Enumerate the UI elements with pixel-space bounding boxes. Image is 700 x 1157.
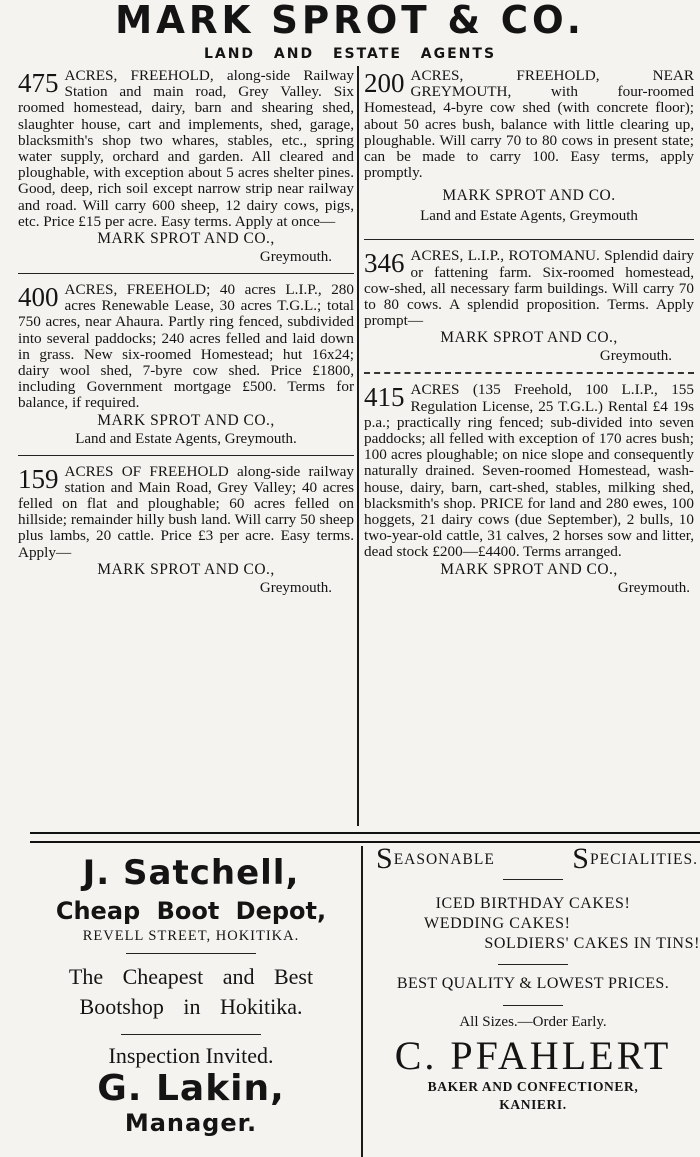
bottom-column-divider xyxy=(361,846,363,1157)
baker-town: KANIERI. xyxy=(499,1097,567,1112)
divider xyxy=(364,239,694,240)
listing-415 xyxy=(364,382,694,596)
product-line: ICED BIRTHDAY CAKES! xyxy=(435,895,631,912)
divider xyxy=(126,953,256,954)
agent-place: Greymouth. xyxy=(617,579,690,596)
listing-346 xyxy=(364,248,694,365)
product-line: WEDDING CAKES! xyxy=(424,915,571,932)
listing-text: ACRES (135 Freehold, 100 L.I.P., 155 Regulation License, 25 T.G.L.) Rental £4 19s p.a.; practically ring fenced; sub-divided into seven paddocks; all felled with exception of 170 acres bush; 100 acres ploughable; on nice slope and consequently naturally drained. Seven-roomed Homestead, wash-house, dairy, barn, cart-shed, stables, milking shed, blacksmith's shop. PRICE for land and 280 ewes, 100 hoggets, 21 dairy cows (due September), 2 bulls, 10 two-year-old cattle, 31 calves, 2 horses sow and litter, dead stock £200—£4400. Terms arranged. xyxy=(364,381,694,561)
shop-owner: J. Satchell, xyxy=(82,853,300,893)
column-divider xyxy=(357,66,359,826)
section-double-rule xyxy=(30,832,700,843)
agent-signature: MARK SPROT AND CO., xyxy=(97,560,275,578)
agent-place: Greymouth. xyxy=(259,579,332,596)
agent-place: Greymouth. xyxy=(599,348,672,365)
agent-place: Greymouth. xyxy=(259,249,332,266)
listing-400 xyxy=(18,282,354,448)
manager-title: Manager. xyxy=(124,1109,258,1137)
listing-number: 200 xyxy=(364,68,405,98)
right-column xyxy=(364,68,694,597)
listing-number: 415 xyxy=(364,382,405,413)
agent-signature: MARK SPROT AND CO., xyxy=(97,411,275,429)
listing-text: ACRES, FREEHOLD, NEAR GREYMOUTH, with four-roomed Homestead, 4-byre cow shed (with concrete floor); about 50 acres bush, balance with little clearing up, ploughable. Will carry 70 to 80 cows in present state; can be made to carry 100. Easy terms, apply promptly. xyxy=(364,67,694,182)
listing-text: ACRES, FREEHOLD, along-side Railway Station and main road, Grey Valley. Six roomed homestead, dairy, barn and shearing shed, slaughter house, cart and implements, shed, garage, blacksmith's shop two whares, stables, etc., spring water supply, orchard and garden. All cleared and ploughable, with exception about 5 acres shelter pines. Good, deep, rich soil except narrow strip near railway and road. Will carry 600 sheep, 12 dairy cows, pigs, etc. Price £15 per acre. Easy terms. Apply at once— xyxy=(18,67,354,230)
agent-signature: MARK SPROT AND CO., xyxy=(97,230,275,248)
listing-475 xyxy=(18,68,354,266)
pfahlert-advert xyxy=(366,842,700,1113)
agent-place: Land and Estate Agents, Greymouth. xyxy=(75,430,297,447)
listing-159 xyxy=(18,464,354,597)
baker-name: C. PFAHLERT xyxy=(394,1033,672,1078)
baker-trade: BAKER AND CONFECTIONER, xyxy=(427,1079,639,1094)
left-column xyxy=(18,68,354,597)
listing-number: 159 xyxy=(18,463,59,494)
shop-name: Cheap Boot Depot, xyxy=(55,897,327,925)
seasonable-specialities-heading: SEASONABLE SPECIALITIES. xyxy=(376,842,698,875)
header-subtitle: LAND AND ESTATE AGENTS xyxy=(203,46,497,62)
satchell-advert xyxy=(22,848,360,1137)
quality-line: BEST QUALITY & LOWEST PRICES. xyxy=(396,975,670,992)
agent-signature: MARK SPROT AND CO., xyxy=(440,329,618,347)
divider xyxy=(503,879,563,880)
header-title: MARK SPROT & CO. xyxy=(115,0,585,42)
divider xyxy=(18,273,354,274)
listing-number: 346 xyxy=(364,248,405,279)
divider xyxy=(121,1034,261,1035)
listing-number: 475 xyxy=(18,68,59,98)
agent-place: Land and Estate Agents, Greymouth xyxy=(420,208,638,225)
listing-text: ACRES, L.I.P., ROTOMANU. Splendid dairy or fattening farm. Six-roomed homestead, cow-shed, all necessary farm buildings. Will carry 70 to 80 cows. A splendid proposition. Terms. Apply prompt— xyxy=(364,247,694,330)
inspection-note: Inspection Invited. xyxy=(108,1043,274,1068)
listing-text: ACRES, FREEHOLD; 40 acres L.I.P., 280 acres Renewable Lease, 30 acres T.G.L.; total 750 acres, near Ahaura. Partly ring fenced, subdivided into several paddocks; 240 acres felled and laid down in grass. New six-roomed Homestead; hut 16x24; dairy wool shed, 7-byre cow shed. Price £1800, including Government mortgage £500. Terms for balance, if required. xyxy=(18,281,354,412)
agent-signature: MARK SPROT AND CO. xyxy=(442,187,616,205)
slogan-line-1: The Cheapest and Best xyxy=(68,964,314,989)
listing-text: ACRES OF FREEHOLD along-side railway station and Main Road, Grey Valley; 40 acres felled on flat and ploughable; 60 acres felled on hillside; remainder hilly bush land. Will carry 50 sheep plus lambs, 20 cattle. Price £3 per acre. Easy terms. Apply— xyxy=(18,462,354,561)
divider xyxy=(364,372,694,374)
listing-200 xyxy=(364,68,694,225)
shop-address: REVELL STREET, HOKITIKA. xyxy=(82,928,300,944)
listing-number: 400 xyxy=(18,282,59,313)
product-line: SOLDIERS' CAKES IN TINS! xyxy=(484,935,700,952)
order-line: All Sizes.—Order Early. xyxy=(459,1014,607,1030)
manager-name: G. Lakin, xyxy=(97,1068,285,1109)
slogan-line-2: Bootshop in Hokitika. xyxy=(79,994,303,1019)
agent-signature: MARK SPROT AND CO., xyxy=(440,560,618,578)
divider xyxy=(18,455,354,456)
divider xyxy=(503,1005,563,1006)
divider xyxy=(498,964,568,965)
